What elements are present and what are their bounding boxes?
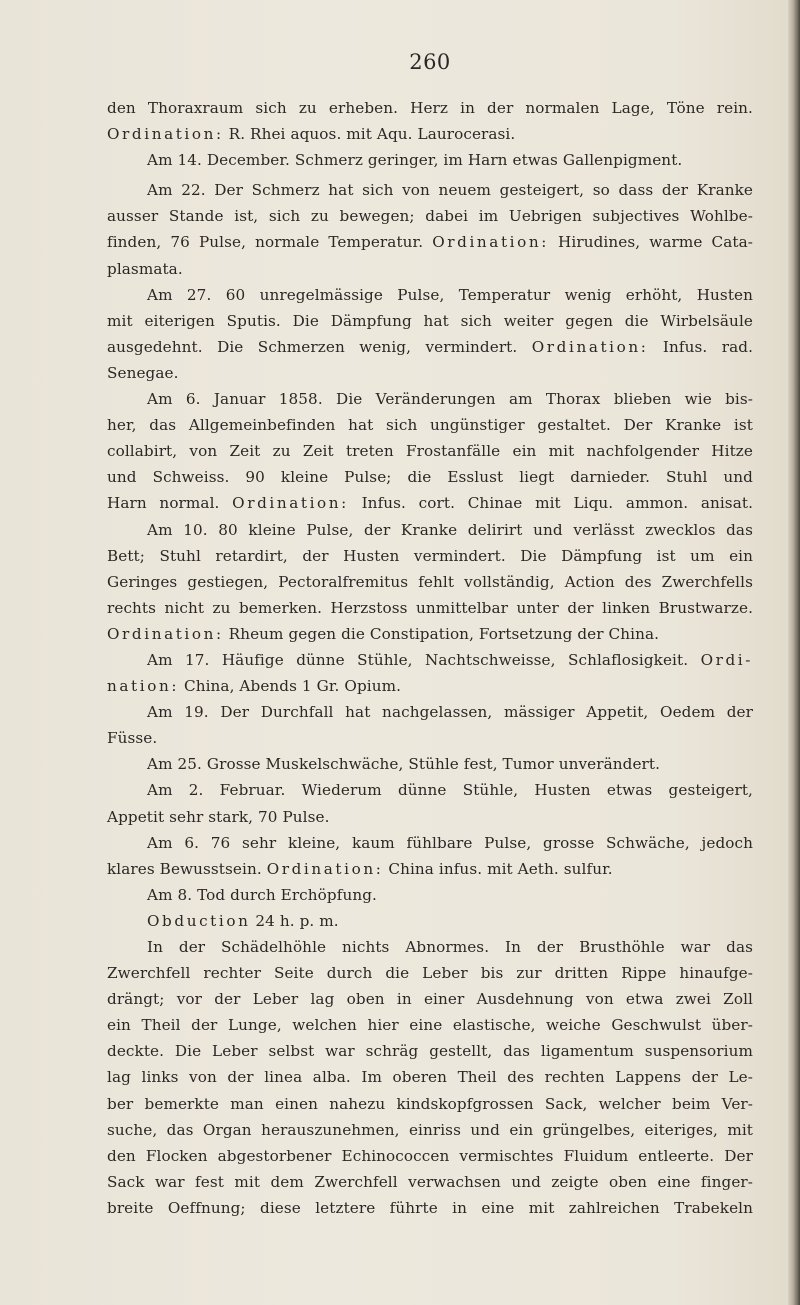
spaced-emphasis: nation:	[107, 677, 180, 696]
text-line	[107, 856, 753, 882]
text-line: Am 6. Januar 1858. Die Veränderungen am Thorax blieben wie bis-	[147, 390, 753, 409]
text-line: und Schweiss. 90 kleine Pulse; die Esslust liegt darnieder. Stuhl und	[107, 468, 753, 487]
text-span: Am 17. Häufige dünne Stühle, Nachtschweisse, Schlaflosigkeit.	[147, 650, 701, 669]
text-line: suche, das Organ herauszunehmen, einriss und ein grüngelbes, eiteriges, mit	[107, 1120, 753, 1139]
text-span: Hirudines, warme Cata-	[548, 233, 753, 252]
text-line: Am 2. Februar. Wiederum dünne Stühle, Husten etwas gesteigert,	[147, 781, 753, 800]
spaced-emphasis: Ordination:	[107, 125, 224, 144]
text-line	[107, 334, 753, 360]
text-line: ausser Stande ist, sich zu bewegen; dabei im Uebrigen subjectives Wohlbe-	[107, 207, 753, 226]
text-line	[107, 621, 753, 647]
text-line: ber bemerkte man einen nahezu kindskopfgrossen Sack, welcher beim Ver-	[107, 1094, 753, 1113]
text-line	[107, 908, 753, 934]
spaced-emphasis: Ordi-	[700, 650, 753, 669]
text-span: R. Rhei aquos. mit Aqu. Laurocerasi.	[223, 125, 516, 144]
text-span: finden, 76 Pulse, normale Temperatur.	[107, 233, 433, 252]
text-line: Füsse.	[107, 729, 158, 748]
text-line: lag links von der linea alba. Im oberen Theil des rechten Lappens der Le-	[107, 1068, 753, 1087]
text-line: rechts nicht zu bemerken. Herzstoss unmittelbar unter der linken Brustwarze.	[107, 598, 753, 617]
text-line: Senegae.	[107, 363, 179, 382]
spaced-emphasis: Ordination:	[232, 494, 349, 513]
spaced-emphasis: Ordination:	[266, 859, 384, 878]
text-line	[107, 673, 753, 699]
text-span: klares Bewusstsein.	[107, 859, 267, 878]
text-line: Am 14. December. Schmerz geringer, im Harn etwas Gallenpigment.	[147, 151, 683, 170]
text-line: Am 8. Tod durch Erchöpfung.	[147, 885, 377, 904]
text-line	[107, 229, 753, 255]
spaced-emphasis: Obduction	[147, 911, 251, 930]
page-edge	[788, 0, 800, 1305]
text-line	[107, 121, 753, 147]
text-span: China infus. mit Aeth. sulfur.	[383, 859, 613, 878]
text-line: deckte. Die Leber selbst war schräg gestellt, das ligamentum suspensorium	[107, 1042, 753, 1061]
spaced-emphasis: Ordination:	[531, 337, 649, 356]
spaced-emphasis: Ordination:	[432, 233, 549, 252]
text-line: Am 27. 60 unregelmässige Pulse, Temperatur wenig erhöht, Husten	[147, 285, 753, 304]
text-span: Rheum gegen die Constipation, Fortsetzung der China.	[223, 624, 660, 643]
text-span: Infus. rad.	[648, 337, 754, 356]
text-line: Zwerchfell rechter Seite durch die Leber bis zur dritten Rippe hinaufge-	[107, 964, 753, 983]
text-line: mit eiterigen Sputis. Die Dämpfung hat sich weiter gegen die Wirbelsäule	[107, 311, 753, 330]
text-line	[107, 490, 753, 516]
text-line	[107, 647, 753, 673]
text-line: Am 19. Der Durchfall hat nachgelassen, mässiger Appetit, Oedem der	[147, 703, 753, 722]
text-span: ausgedehnt. Die Schmerzen wenig, vermindert.	[107, 337, 532, 356]
text-line: Am 25. Grosse Muskelschwäche, Stühle fest, Tumor unverändert.	[147, 755, 661, 774]
body-text	[107, 95, 753, 1221]
spaced-emphasis: Ordination:	[107, 624, 224, 643]
text-span: Infus. cort. Chinae mit Liqu. ammon. anisat.	[348, 494, 753, 513]
text-line: den Flocken abgestorbener Echinococcen vermischtes Fluidum entleerte. Der	[107, 1146, 753, 1165]
text-line: ein Theil der Lunge, welchen hier eine elastische, weiche Geschwulst über-	[107, 1016, 753, 1035]
page-number: 260	[409, 50, 451, 74]
text-line: her, das Allgemeinbefinden hat sich ungünstiger gestaltet. Der Kranke ist	[107, 416, 753, 435]
text-span: 24 h. p. m.	[250, 911, 339, 930]
text-span: China, Abends 1 Gr. Opium.	[179, 677, 402, 696]
text-span: Harn normal.	[107, 494, 233, 513]
text-line: Appetit sehr stark, 70 Pulse.	[107, 807, 330, 826]
text-line: Am 10. 80 kleine Pulse, der Kranke delirirt und verlässt zwecklos das	[147, 520, 753, 539]
text-line: Am 22. Der Schmerz hat sich von neuem gesteigert, so dass der Kranke	[147, 181, 753, 200]
text-line: breite Oeffnung; diese letztere führte in eine mit zahlreichen Trabekeln	[107, 1198, 753, 1217]
text-line: In der Schädelhöhle nichts Abnormes. In der Brusthöhle war das	[147, 938, 753, 956]
text-line: Bett; Stuhl retardirt, der Husten vermindert. Die Dämpfung ist um ein	[107, 546, 753, 565]
text-line: Sack war fest mit dem Zwerchfell verwachsen und zeigte oben eine finger-	[107, 1172, 753, 1191]
text-line: Am 6. 76 sehr kleine, kaum fühlbare Pulse, grosse Schwäche, jedoch	[147, 833, 753, 852]
text-line: collabirt, von Zeit zu Zeit treten Frostanfälle ein mit nachfolgender Hitze	[107, 442, 753, 461]
text-line: drängt; vor der Leber lag oben in einer Ausdehnung von etwa zwei Zoll	[107, 990, 753, 1009]
text-line: plasmata.	[107, 259, 183, 278]
text-line: den Thoraxraum sich zu erheben. Herz in der normalen Lage, Töne rein.	[107, 99, 753, 117]
text-line: Geringes gestiegen, Pectoralfremitus fehlt vollständig, Action des Zwerchfells	[107, 572, 753, 591]
